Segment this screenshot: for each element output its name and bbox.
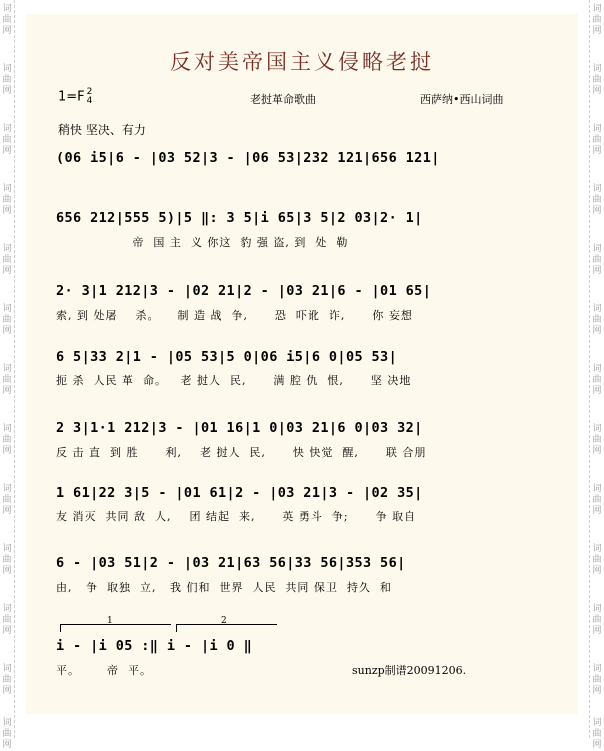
watermark-text: 词曲网	[2, 718, 12, 750]
lyrics-row: 友 消灭 共同 敌 人, 团 结起 来, 英 勇斗 争; 争 取自	[56, 510, 417, 523]
song-title: 反对美帝国主义侵略老挝	[170, 50, 434, 74]
notation-row: (06 i5|6 - |03 52|3 - |06 53|232 121|656 121|	[56, 150, 440, 166]
lyrics-row: 索, 到 处屠 杀。 制 造 战 争, 恐 吓讹 诈, 你 妄想	[56, 309, 413, 322]
key-label: 1=F	[58, 89, 85, 105]
watermark-text: 词曲网	[592, 244, 602, 276]
lyrics-row: 由, 争 取独 立, 我 们和 世界 人民 共同 保卫 持久 和	[56, 581, 392, 594]
watermark-text: 词曲网	[592, 718, 602, 750]
subtitle: 老挝革命歌曲	[250, 93, 316, 106]
notation-row: 2· 3|1 212|3 - |02 21|2 - |03 21|6 - |01 65|	[56, 283, 432, 299]
key-signature	[58, 88, 92, 106]
watermark-right	[589, 0, 604, 750]
watermark-text: 词曲网	[2, 304, 12, 336]
watermark-text: 词曲网	[2, 4, 12, 36]
notation-row: 1 61|22 3|5 - |01 61|2 - |03 21|3 - |02 35|	[56, 485, 423, 501]
watermark-text: 词曲网	[2, 664, 12, 696]
watermark-text: 词曲网	[2, 544, 12, 576]
watermark-text: 词曲网	[2, 64, 12, 96]
lyrics-row: 帝 国 主 义 你这 豹 强 盗, 到 处 勒	[56, 236, 349, 249]
watermark-text: 词曲网	[592, 4, 602, 36]
watermark-text: 词曲网	[592, 604, 602, 636]
first-ending-number: 1	[107, 616, 113, 626]
watermark-text: 词曲网	[592, 424, 602, 456]
watermark-text: 词曲网	[2, 424, 12, 456]
watermark-text: 词曲网	[592, 664, 602, 696]
notation-row: i - |i 05 :‖ i - |i 0 ‖	[56, 638, 253, 654]
tempo-marking: 稍快 坚决、有力	[58, 123, 146, 137]
watermark-text: 词曲网	[592, 124, 602, 156]
watermark-text: 词曲网	[2, 184, 12, 216]
first-ending-bracket	[60, 616, 171, 632]
meter-top: 2	[86, 87, 93, 97]
watermark-text: 词曲网	[592, 484, 602, 516]
watermark-text: 词曲网	[2, 364, 12, 396]
watermark-text: 词曲网	[2, 124, 12, 156]
notation-row: 6 - |03 51|2 - |03 21|63 56|33 56|353 56|	[56, 555, 406, 571]
time-signature	[87, 88, 93, 106]
watermark-text: 词曲网	[592, 544, 602, 576]
watermark-text: 词曲网	[592, 64, 602, 96]
notation-row: 6 5|33 2|1 - |05 53|5 0|06 i5|6 0|05 53|	[56, 349, 398, 365]
second-ending-bracket	[176, 616, 277, 632]
watermark-text: 词曲网	[592, 184, 602, 216]
lyrics-row: 反 击 直 到 胜 利, 老 挝人 民, 快 快觉 醒, 联 合朋	[56, 446, 427, 459]
watermark-text: 词曲网	[2, 604, 12, 636]
notation-row: 656 212|555 5)|5 ‖: 3 5|i 65|3 5|2 03|2· 1|	[56, 210, 423, 226]
watermark-left	[0, 0, 15, 750]
lyrics-row: 平。 帝 平。	[56, 664, 152, 677]
meter-bottom: 4	[86, 96, 93, 106]
second-ending-number: 2	[221, 616, 227, 626]
watermark-text: 词曲网	[592, 304, 602, 336]
notation-row: 2 3|1·1 212|3 - |01 16|1 0|03 21|6 0|03 32|	[56, 420, 423, 436]
watermark-text: 词曲网	[2, 244, 12, 276]
transcriber-signature: sunzp制谱20091206.	[352, 664, 467, 677]
lyrics-row: 扼 杀 人民 革 命。 老 挝人 民, 满 腔 仇 恨, 坚 决地	[56, 374, 412, 387]
watermark-text: 词曲网	[2, 484, 12, 516]
watermark-text: 词曲网	[592, 364, 602, 396]
composer-credit: 西萨纳•西山词曲	[420, 93, 504, 106]
